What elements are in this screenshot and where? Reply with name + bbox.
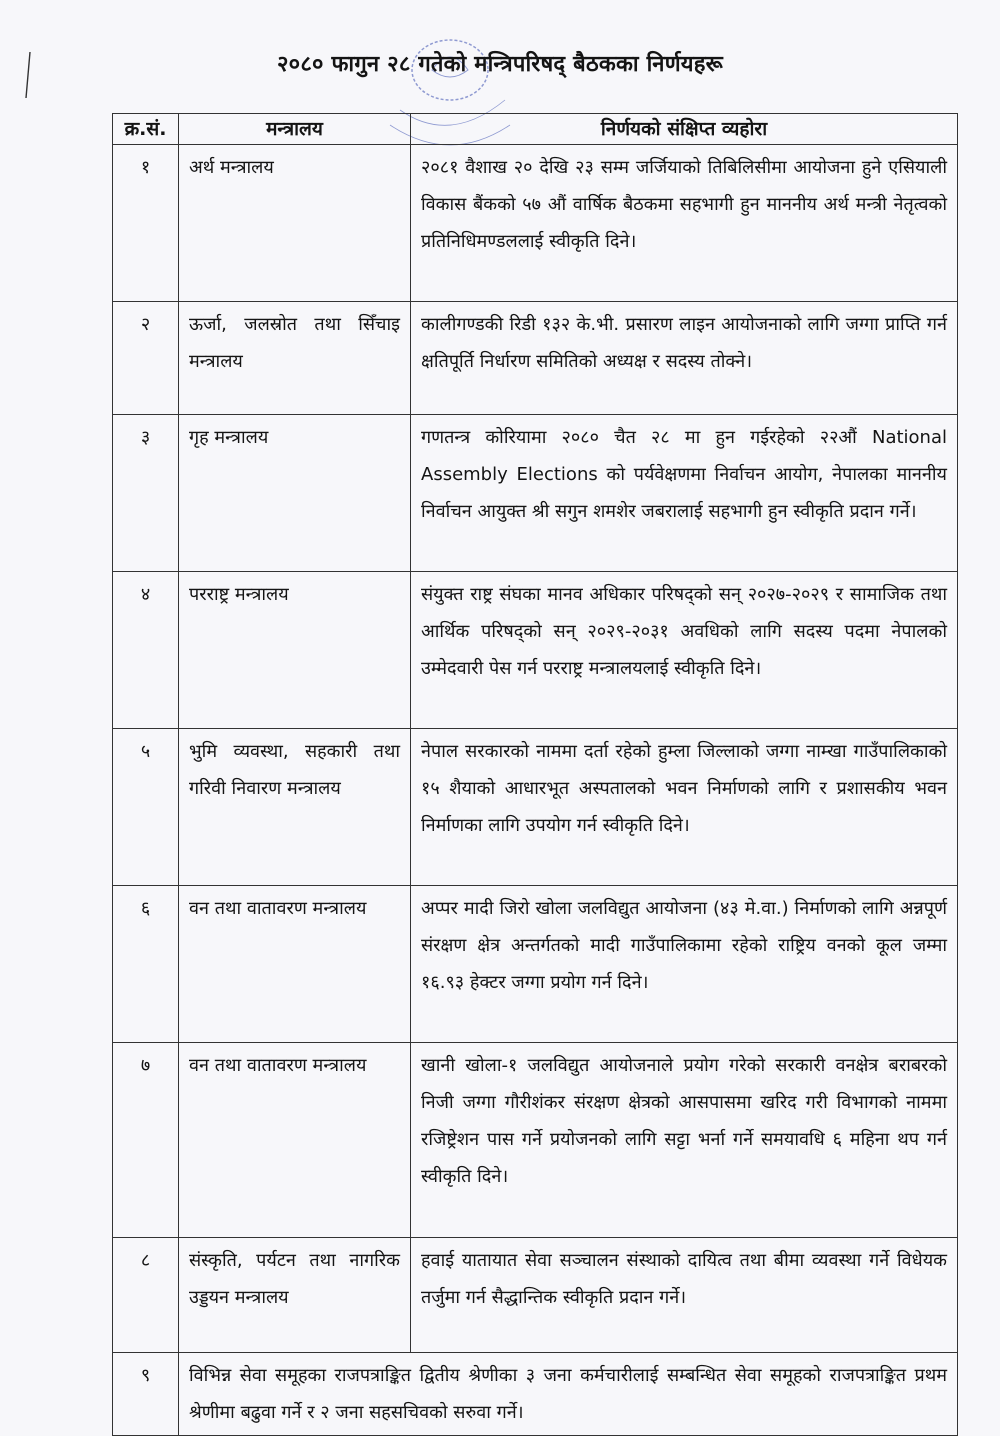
table-row [113,1353,958,1436]
row-ministry: गृह मन्त्रालय [179,415,411,572]
row-serial: ८ [113,1238,179,1353]
row-serial: ४ [113,572,179,729]
row-decision: अप्पर मादी जिरो खोला जलविद्युत आयोजना (४३ मे.वा.) निर्माणको लागि अन्नपूर्ण संरक्षण क्षेत्र अन्तर्गतको मादी गाउँपालिकामा रहेको राष्ट्रिय वनको कूल जम्मा १६.९३ हेक्टर जग्गा प्रयोग गर्न दिने। [411,886,958,1043]
row-decision: संयुक्त राष्ट्र संघका मानव अधिकार परिषद्को सन् २०२७-२०२९ र सामाजिक तथा आर्थिक परिषद्को सन् २०२९-२०३१ अवधिको लागि सदस्य पदमा नेपालको उम्मेदवारी पेस गर्न परराष्ट्र मन्त्रालयलाई स्वीकृति दिने। [411,572,958,729]
row-serial: ५ [113,729,179,886]
row-ministry: संस्कृति, पर्यटन तथा नागरिक उड्डयन मन्त्रालय [179,1238,411,1353]
row-ministry: वन तथा वातावरण मन्त्रालय [179,886,411,1043]
table-header-row [113,114,958,145]
table-row [113,145,958,302]
page-title: २०८० फागुन २८ गतेको मन्त्रिपरिषद् बैठकका निर्णयहरू [277,52,723,77]
row-decision: हवाई यातायात सेवा सञ्चालन संस्थाको दायित्व तथा बीमा व्यवस्था गर्ने विधेयक तर्जुमा गर्न सैद्धान्तिक स्वीकृति प्रदान गर्ने। [411,1238,958,1353]
table-row [113,302,958,415]
row-serial: २ [113,302,179,415]
row-serial: ३ [113,415,179,572]
row-decision-merged: विभिन्न सेवा समूहका राजपत्राङ्कित द्वितीय श्रेणीका ३ जना कर्मचारीलाई सम्बन्धित सेवा समूहको राजपत्राङ्कित प्रथम श्रेणीमा बढुवा गर्ने र २ जना सहसचिवको सरुवा गर्ने। [179,1353,958,1436]
table-row [113,415,958,572]
row-ministry: परराष्ट्र मन्त्रालय [179,572,411,729]
row-decision: कालीगण्डकी रिडी १३२ के.भी. प्रसारण लाइन आयोजनाको लागि जग्गा प्राप्ति गर्न क्षतिपूर्ति निर्धारण समितिको अध्यक्ष र सदस्य तोक्ने। [411,302,958,415]
row-serial: ६ [113,886,179,1043]
row-decision: खानी खोला-१ जलविद्युत आयोजनाले प्रयोग गरेको सरकारी वनक्षेत्र बराबरको निजी जग्गा गौरीशंकर संरक्षण क्षेत्रको आसपासमा खरिद गरी विभागको नाममा रजिष्ट्रेशन पास गर्ने प्रयोजनको लागि सट्टा भर्ना गर्ने समयावधि ६ महिना थप गर्न स्वीकृति दिने। [411,1043,958,1238]
table-row [113,729,958,886]
table-row [113,572,958,729]
row-ministry: भुमि व्यवस्था, सहकारी तथा गरिवी निवारण मन्त्रालय [179,729,411,886]
row-ministry: अर्थ मन्त्रालय [179,145,411,302]
row-serial: ९ [113,1353,179,1436]
row-ministry: ऊर्जा, जलस्रोत तथा सिँचाइ मन्त्रालय [179,302,411,415]
row-ministry: वन तथा वातावरण मन्त्रालय [179,1043,411,1238]
header-decision: निर्णयको संक्षिप्त व्यहोरा [411,114,958,145]
table-row [113,886,958,1043]
header-serial: क्र.सं. [113,114,179,145]
row-serial: ७ [113,1043,179,1238]
table-row [113,1238,958,1353]
row-decision: २०८१ वैशाख २० देखि २३ सम्म जर्जियाको तिबिलिसीमा आयोजना हुने एसियाली विकास बैंकको ५७ औं वार्षिक बैठकमा सहभागी हुन माननीय अर्थ मन्त्री नेतृत्वको प्रतिनिधिमण्डललाई स्वीकृति दिने। [411,145,958,302]
header-ministry: मन्त्रालय [179,114,411,145]
table-row [113,1043,958,1238]
decisions-table [112,113,958,1436]
row-decision: नेपाल सरकारको नाममा दर्ता रहेको हुम्ला जिल्लाको जग्गा नाम्खा गाउँपालिकाको १५ शैयाको आधारभूत अस्पतालको भवन निर्माणको लागि र प्रशासकीय भवन निर्माणका लागि उपयोग गर्न स्वीकृति दिने। [411,729,958,886]
row-serial: १ [113,145,179,302]
row-decision: गणतन्त्र कोरियामा २०८० चैत २८ मा हुन गईरहेको २२औं National Assembly Elections को पर्यवेक्षणमा निर्वाचन आयोग, नेपालका माननीय निर्वाचन आयुक्त श्री सगुन शमशेर जबरालाई सहभागी हुन स्वीकृति प्रदान गर्ने। [411,415,958,572]
